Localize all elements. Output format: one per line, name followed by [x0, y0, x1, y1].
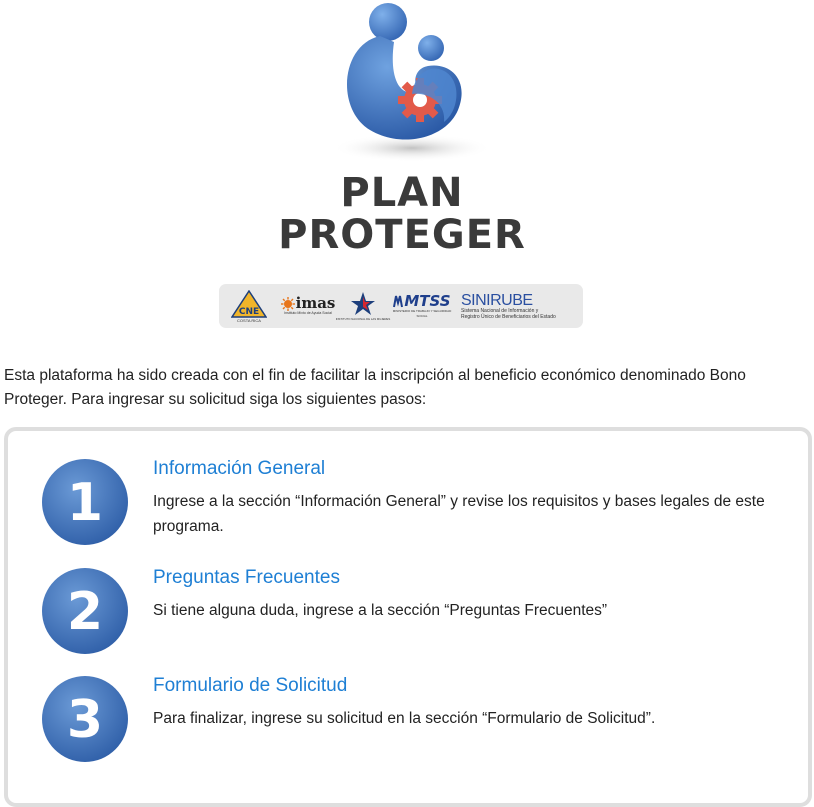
- cne-logo: [225, 286, 273, 326]
- sinirube-logo-sub1: Sistema Nacional de Información y: [461, 308, 539, 314]
- brand-title-line1: PLAN: [340, 170, 464, 216]
- imas-logo-text: imas: [295, 294, 336, 312]
- step-3-title[interactable]: Formulario de Solicitud: [153, 675, 348, 696]
- step-1: [40, 457, 770, 557]
- mtss-logo-text: MTSS: [404, 291, 451, 310]
- header-logo: [0, 0, 814, 265]
- brand-title-line2: PROTEGER: [278, 212, 526, 258]
- step-2-number: 2: [66, 582, 104, 642]
- imas-sun-icon: [281, 297, 295, 311]
- inamu-logo: [335, 286, 391, 326]
- cne-logo-text: CNE: [238, 306, 260, 317]
- imas-logo-sub: Instituto Mixto de Ayuda Social: [284, 311, 332, 315]
- step-1-number: 1: [66, 473, 104, 533]
- inamu-logo-sub: INSTITUTO NACIONAL DE LAS MUJERES: [335, 316, 391, 321]
- step-3: [40, 674, 770, 774]
- steps-panel: [4, 427, 812, 807]
- cne-logo-sub: COSTA RICA: [237, 317, 261, 323]
- step-2-title[interactable]: Preguntas Frecuentes: [153, 567, 340, 588]
- mtss-logo: [389, 286, 455, 326]
- partner-logos-bar: [219, 284, 583, 328]
- step-2-description: Si tiene alguna duda, ingrese a la sección “Preguntas Frecuentes”: [153, 602, 608, 619]
- number-badge-icon: [40, 566, 130, 656]
- plan-proteger-logo-icon: [320, 0, 500, 170]
- number-badge-icon: [40, 457, 130, 547]
- number-badge-icon: [40, 674, 130, 764]
- step-3-description: Para finalizar, ingrese su solicitud en la sección “Formulario de Solicitud”.: [153, 710, 656, 727]
- step-3-number: 3: [66, 690, 104, 750]
- mtss-mark-icon: [393, 294, 403, 308]
- step-1-description: Ingrese a la sección “Información General” y revise los requisitos y bases legales de este programa.: [153, 493, 765, 535]
- step-2: [40, 566, 770, 666]
- mtss-logo-sub: MINISTERIO DE TRABAJO Y SEGURIDAD SOCIAL: [392, 308, 452, 318]
- step-1-title[interactable]: Información General: [153, 458, 326, 479]
- inamu-star-icon: [350, 291, 376, 317]
- cne-triangle-icon: [231, 290, 267, 318]
- sinirube-logo-sub2: Registro Único de Beneficiarios del Estado: [461, 313, 556, 320]
- imas-logo: [279, 286, 337, 326]
- sinirube-logo: [461, 286, 571, 326]
- intro-text: Esta plataforma ha sido creada con el fin de facilitar la inscripción al beneficio económico denominado Bono Proteger. Para ingresar su solicitud siga los siguientes pasos:: [4, 367, 746, 408]
- sinirube-logo-text: SINIRUBE: [461, 292, 533, 309]
